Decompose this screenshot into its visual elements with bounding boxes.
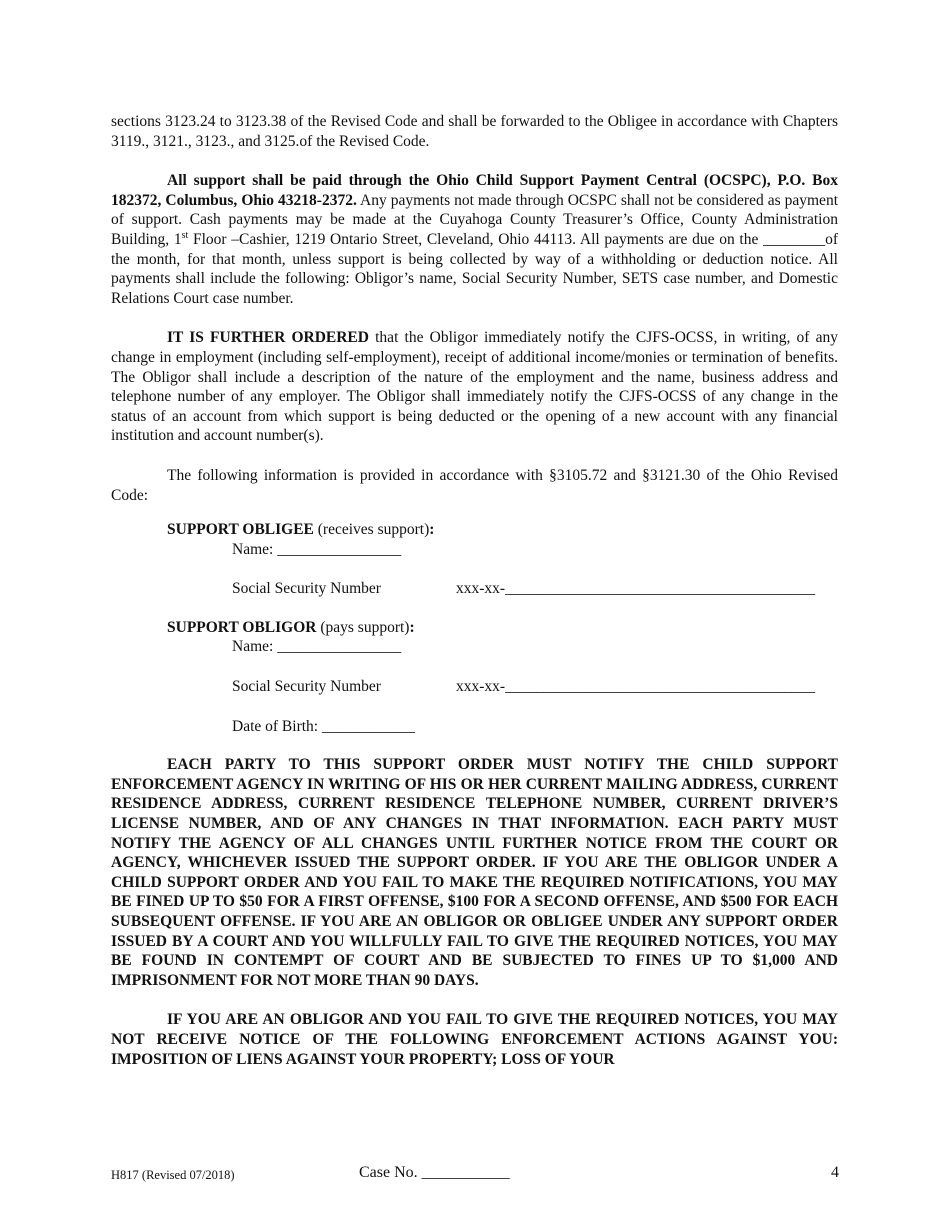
case-number-field[interactable]: Case No. ___________ [359, 1164, 510, 1181]
page-footer [0, 1164, 950, 1188]
obligor-ssn-field[interactable]: xxx-xx-________________________________________ [456, 678, 816, 696]
obligee-ssn-label: Social Security Number [232, 580, 381, 598]
page-number: 4 [831, 1164, 839, 1181]
paragraph-enforcement-warning: IF YOU ARE AN OBLIGOR AND YOU FAIL TO GIVE THE REQUIRED NOTICES, YOU MAY NOT RECEIVE NOTICE OF THE FOLLOWING ENFORCEMENT ACTIONS AGAINST YOU: IMPOSITION OF LIENS AGAINST YOUR PROPERTY; LOSS OF YOUR [111, 1011, 838, 1068]
obligor-heading: SUPPORT OBLIGOR (pays support): [167, 618, 415, 636]
obligee-heading: SUPPORT OBLIGEE (receives support): [167, 521, 435, 539]
paragraph-forwarding: sections 3123.24 to 3123.38 of the Revised Code and shall be forwarded to the Obligee in accordance with Chapters 3119., 3121., 3123., and 3125.of the Revised Code. [111, 113, 838, 150]
obligee-ssn-field[interactable]: xxx-xx-________________________________________ [456, 580, 816, 598]
obligor-dob-field[interactable]: Date of Birth: ____________ [232, 717, 415, 735]
paragraph-further-ordered: IT IS FURTHER ORDERED that the Obligor immediately notify the CJFS-OCSS, in writing, of any change in employment (including self-employment), receipt of additional income/monies or termination of benefits. The Obligor shall include a description of the nature of the employment and the name, business address and telephone number of any employer. The Obligor shall immediately notify the CJFS-OCSS of any change in the status of an account from which support is being deducted or the opening of a new account with any financial institution and account number(s). [111, 329, 838, 445]
obligee-section [111, 520, 838, 599]
obligor-section [111, 618, 838, 736]
form-id: H817 (Revised 07/2018) [111, 1168, 235, 1182]
paragraph-information-notice: The following information is provided in accordance with §3105.72 and §3121.30 of the Ohio Revised Code: [111, 466, 838, 504]
obligee-name-field[interactable]: Name: ________________ [232, 540, 402, 558]
payment-address-bold: All support shall be paid through the Ohio Child Support Payment Central (OCSPC), P.O. Box 182372, Columbus, Ohio 43218-2372. [111, 172, 838, 209]
document-page [111, 112, 838, 1069]
obligor-name-field[interactable]: Name: ________________ [232, 638, 402, 656]
paragraph-payment-instructions: All support shall be paid through the Ohio Child Support Payment Central (OCSPC), P.O. Box 182372, Columbus, Ohio 43218-2372. Any payments not made through OCSPC shall not be considered as payment of support. Cash payments may be made at the Cuyahoga County Treasurer’s Office, County Administration Building, 1st Floor –Cashier, 1219 Ontario Street, Cleveland, Ohio 44113. All payments are due on the ________of the month, for that month, unless support is being collected by way of a withholding or deduction notice. All payments shall include the following: Obligor’s name, Social Security Number, SETS case number, and Domestic Relations Court case number. [111, 172, 838, 307]
paragraph-notification-warning: EACH PARTY TO THIS SUPPORT ORDER MUST NOTIFY THE CHILD SUPPORT ENFORCEMENT AGENCY IN WRITING OF HIS OR HER CURRENT MAILING ADDRESS, CURRENT RESIDENCE ADDRESS, CURRENT RESIDENCE TELEPHONE NUMBER, CURRENT DRIVER’S LICENSE NUMBER, AND OF ANY CHANGES IN THAT INFORMATION. EACH PARTY MUST NOTIFY THE AGENCY OF ALL CHANGES UNTIL FURTHER NOTICE FROM THE COURT OR AGENCY, WHICHEVER ISSUED THE SUPPORT ORDER. IF YOU ARE THE OBLIGOR UNDER A CHILD SUPPORT ORDER AND YOU FAIL TO MAKE THE REQUIRED NOTIFICATIONS, YOU MAY BE FINED UP TO $50 FOR A FIRST OFFENSE, $100 FOR A SECOND OFFENSE, AND $500 FOR EACH SUBSEQUENT OFFENSE. IF YOU ARE AN OBLIGOR OR OBLIGEE UNDER ANY SUPPORT ORDER ISSUED BY A COURT AND YOU WILLFULLY FAIL TO GIVE THE REQUIRED NOTICES, YOU MAY BE FOUND IN CONTEMPT OF COURT AND BE SUBJECTED TO FINES UP TO $1,000 AND IMPRISONMENT FOR NOT MORE THAN 90 DAYS. [111, 756, 838, 989]
obligor-ssn-label: Social Security Number [232, 678, 381, 696]
